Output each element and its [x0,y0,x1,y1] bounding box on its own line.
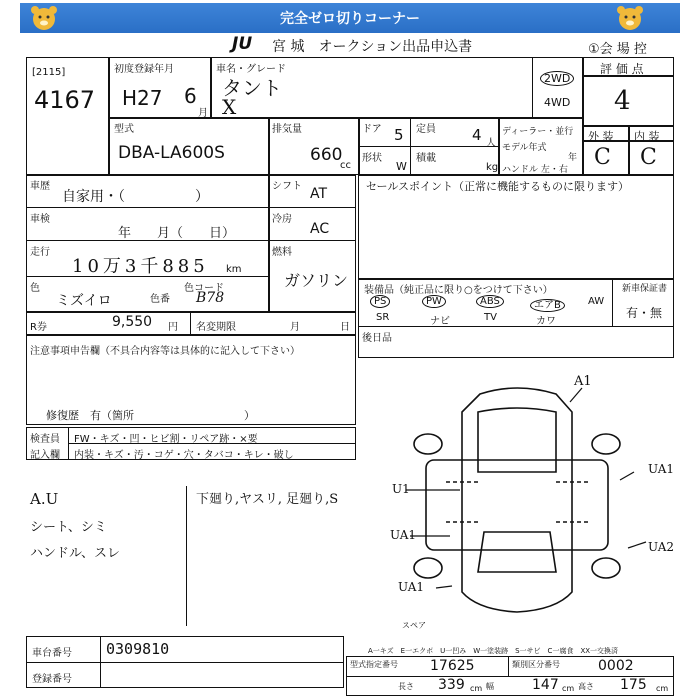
color-number-label: 色番 [150,294,170,305]
notes-label: 注意事項申告欄（不具合内容等は具体的に記入して下さい） [30,346,300,357]
handle-label: ハンドル 左・右 [502,165,568,175]
warranty-label: 新車保証書 [622,284,668,294]
color-code-label: 色コード [184,283,224,294]
first-registration-label: 初度登録年月 [114,64,174,75]
equip-sr: SR [376,312,390,323]
mileage-value: 10万3千885 [72,256,209,277]
type-cert-label: 型式指定番号 [350,660,398,669]
lot-code: [2115] [32,67,66,78]
model-year-label: モデル年式 [502,143,547,153]
recycle-label: R券 [30,322,47,333]
mileage-unit: km [226,264,242,275]
length-value: 339 [438,677,465,693]
color-value: ミズイロ [56,293,112,309]
diagram-mark-ua1-right: UA1 [648,462,675,476]
type-cert-value: 17625 [430,658,475,674]
capacity-value: 4 [472,126,482,144]
interior-label: 内 装 [634,130,660,143]
length-label: 長さ [398,682,414,691]
diagram-mark-u1: U1 [392,482,410,496]
drive-2wd: 2WD [540,72,574,85]
equip-abs: ABS [476,296,504,307]
registration-month: 6 [184,84,197,108]
cooling-value: AC [310,221,330,237]
inspection-label: 車検 [30,214,50,225]
shift-label: シフト [272,181,302,192]
inspector-line: FW・キズ・凹・ヒビ割・リペア跡・×要 [74,434,258,445]
deadline-month: 月 [290,322,300,333]
height-value: 175 [620,677,647,693]
model-label: 型式 [114,124,134,135]
lot-number: 4167 [34,86,96,114]
diagram-mark-ua1-left: UA1 [390,528,417,542]
mileage-label: 走行 [30,247,50,258]
recycle-unit: 円 [168,322,178,333]
diagram-mark-ua1-bottom: UA1 [398,580,425,594]
model-value: DBA-LA600S [118,143,225,163]
drive-4wd: 4WD [544,96,571,109]
deadline-day: 日 [340,322,350,333]
body-shape-label: 形状 [362,153,382,164]
diagram-mark-a1: A1 [574,374,592,389]
chassis-label: 車台番号 [32,648,72,659]
car-grade: X [222,95,237,119]
inspector-label: 検査員 [30,434,60,445]
form-title: 宮 城 オークション出品申込書 [272,39,473,55]
displacement-label: 排気量 [272,124,302,135]
corner-banner: 完全ゼロ切りコーナー [20,3,680,33]
accessory-label: 後日品 [362,333,392,344]
equipment-label: 装備品（純正品に限り○をつけて下さい） [364,285,553,296]
car-name-label: 車名・グレード [216,64,286,75]
score-value: 4 [614,86,631,116]
name-change-deadline-label: 名変期限 [196,322,236,333]
fuel-value: ガソリン [284,271,349,290]
cooling-label: 冷房 [272,214,292,225]
doors-value: 5 [394,126,404,144]
fuel-label: 燃料 [272,247,292,258]
equip-tv: TV [484,312,497,323]
body-shape-value: W [396,160,407,173]
damage-legend: A一キズ E一エクボ U一凹み W一塗装跡 S一サビ C一腐食 XX一交換済 [368,647,619,655]
length-unit: cm [470,684,483,693]
score-label: 評 価 点 [600,62,644,76]
hand-note-underbody: 下廻り,ヤスリ, 足廻り,S [196,492,339,507]
usage-label: 車歴 [30,181,50,192]
load-unit: kg [486,162,499,173]
chassis-value: 0309810 [106,640,170,658]
car-name: タント [222,76,282,100]
interior-value: C [640,145,657,170]
usage-value: 自家用・（ ） [62,189,209,205]
exterior-label: 外 装 [588,130,614,143]
registration-era: H27 [122,86,163,110]
capacity-label: 定員 [416,124,436,135]
equip-navi: ナビ [430,316,450,327]
diagram-mark-ua2: UA2 [648,540,675,554]
equip-airbag: エアB [530,296,565,311]
bear-mascot-right-icon [612,4,648,32]
height-unit: cm [656,684,669,693]
venue-copy-label: ①会 場 控 [588,42,647,57]
equip-ps: PS [370,296,390,307]
width-value: 147 [532,677,559,693]
model-year-unit: 年 [568,153,578,163]
class-number-value: 0002 [598,658,634,674]
bear-mascot-left-icon [26,4,62,32]
entry-label: 記入欄 [30,450,60,461]
doors-label: ドア [362,124,382,135]
exterior-value: C [594,145,611,170]
repair-history: 修復歴 有（箇所 ） [46,409,255,422]
sales-point-label: セールスポイント（正常に機能するものに限ります） [366,180,630,193]
dealer-label: ディーラー・並行 [502,127,574,137]
equip-leather: カワ [536,316,556,327]
displacement-value: 660 [310,145,343,165]
entry-line: 内装・キズ・汚・コゲ・穴・タバコ・キレ・破し [74,450,294,461]
registration-number-label: 登録番号 [32,674,72,685]
width-unit: cm [562,684,575,693]
registration-month-unit: 月 [198,108,208,119]
sales-frame [358,175,674,358]
displacement-unit: cc [340,160,351,171]
recycle-value: 9,550 [112,314,153,330]
load-label: 積載 [416,153,436,164]
ju-logo: JU [232,34,253,54]
equip-pw: PW [422,296,446,307]
color-label: 色 [30,283,40,294]
equip-aw: AW [588,296,605,307]
warranty-value: 有・無 [626,306,663,320]
hand-note-seat: シート、シミ [30,520,107,535]
inspection-value: 年 月（ 日） [118,226,236,241]
hand-note-au: A.U [30,490,59,508]
color-code-value: B78 [196,290,225,306]
hand-note-handle: ハンドル、スレ [30,546,120,561]
shift-value: AT [310,186,328,202]
height-label: 高さ [578,682,594,691]
class-number-label: 類別区分番号 [512,660,560,669]
width-label: 幅 [486,682,494,691]
capacity-unit: 人 [486,138,496,149]
spare-label: スペア [402,621,426,630]
